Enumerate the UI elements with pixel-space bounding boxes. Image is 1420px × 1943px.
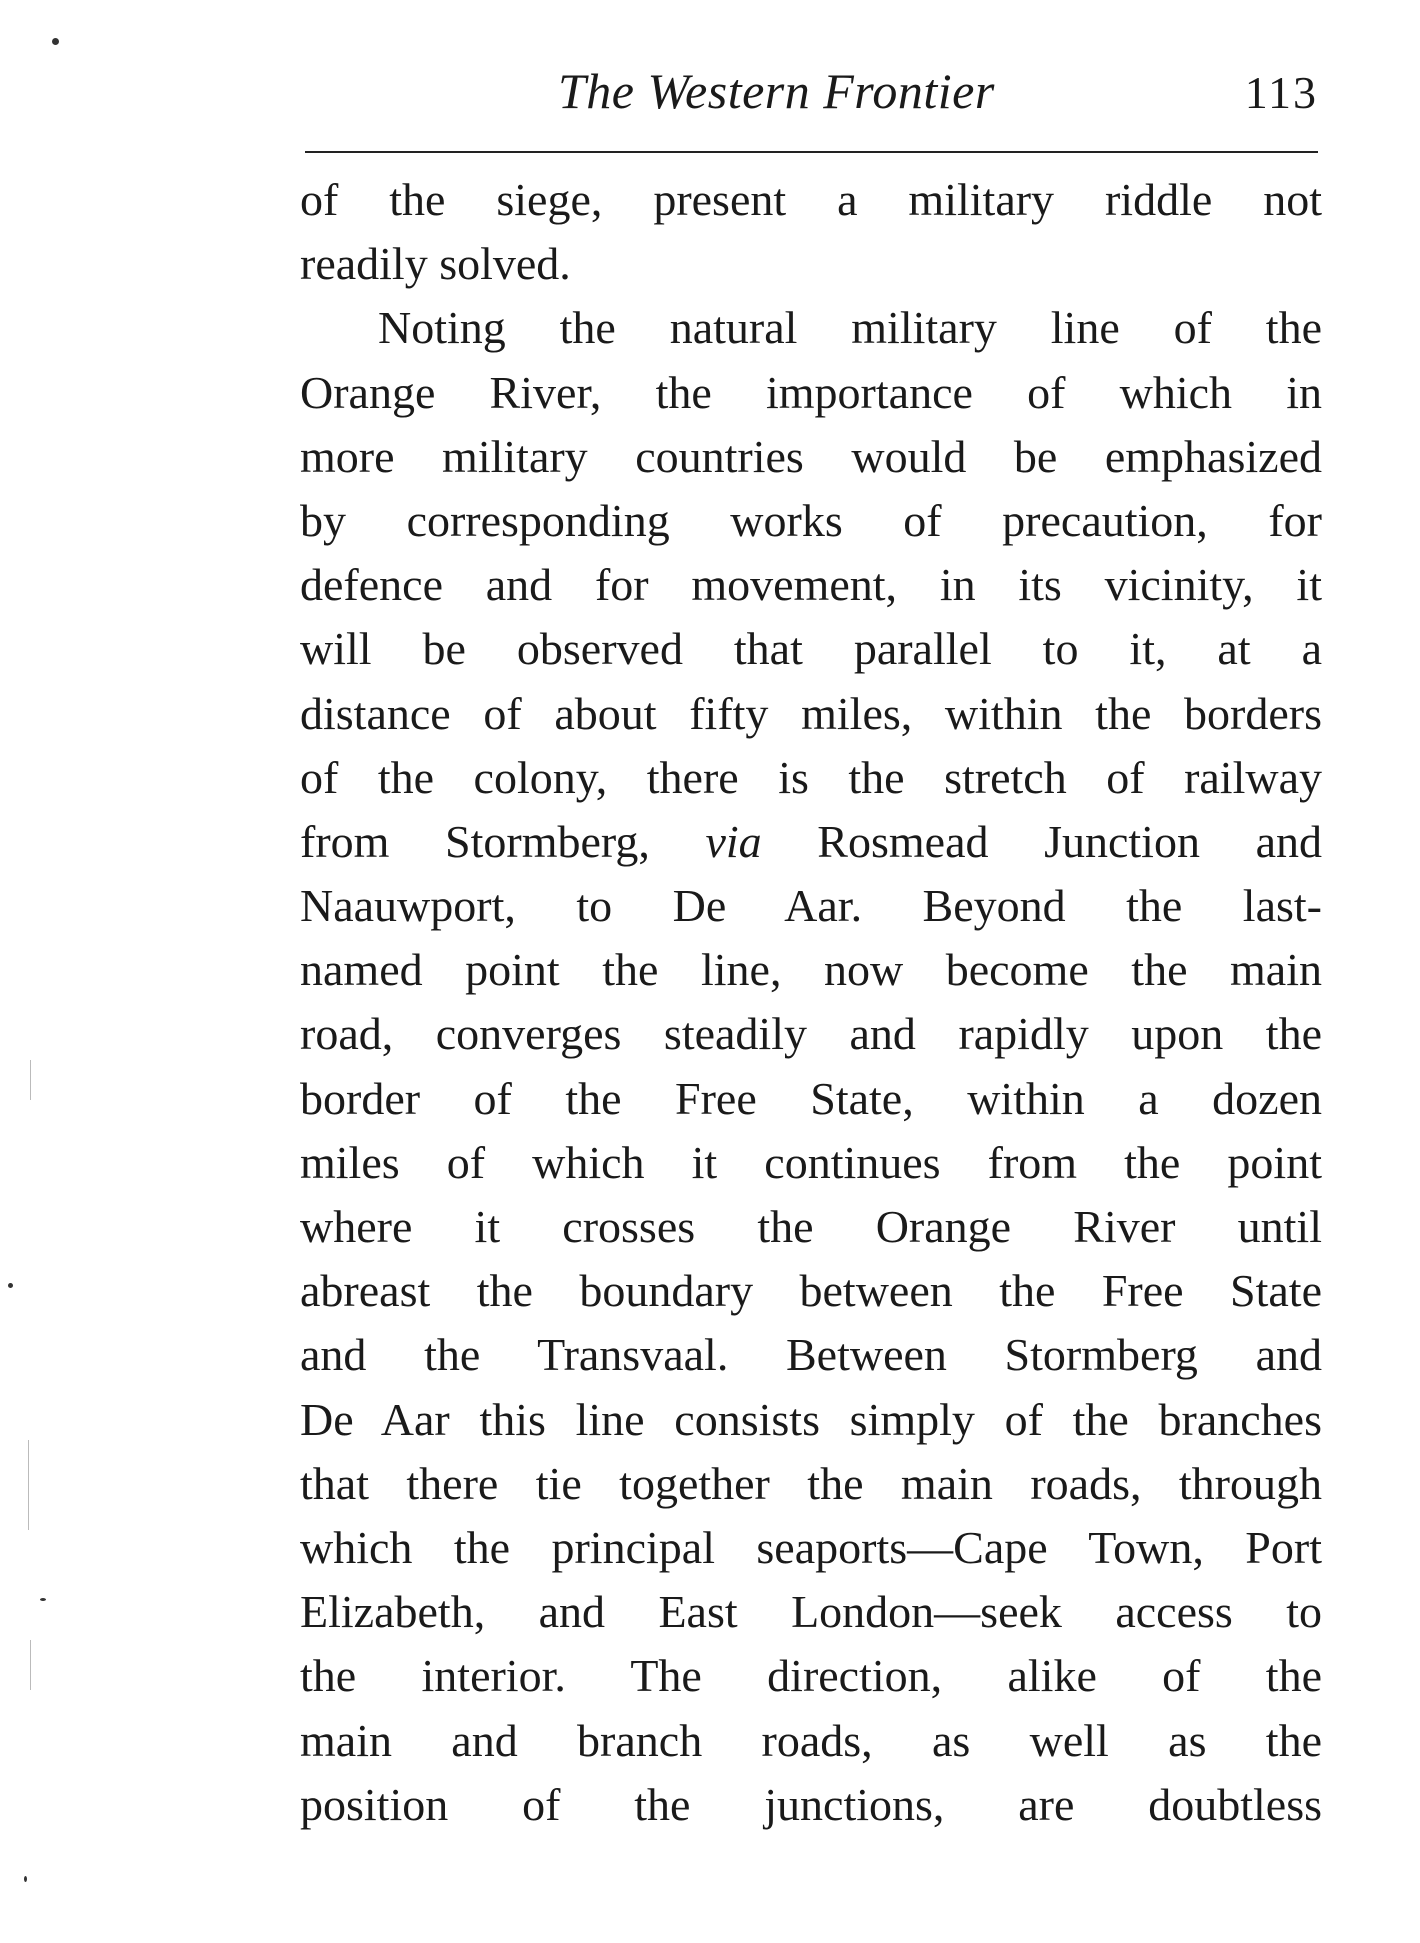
text-line: named point the line, now become the main bbox=[300, 944, 1322, 996]
text-line: more military countries would be emphasized bbox=[300, 430, 1322, 482]
page-header bbox=[298, 60, 1318, 132]
text-line: readily solved. bbox=[300, 238, 571, 290]
text-line: that there tie together the main roads, through bbox=[300, 1457, 1322, 1509]
header-rule bbox=[305, 151, 1318, 153]
text-line: position of the junctions, are doubtless bbox=[300, 1778, 1322, 1830]
text-fragment: Rosmead Junction and bbox=[761, 815, 1322, 867]
running-title: The Western Frontier bbox=[558, 63, 995, 119]
text-line: De Aar this line consists simply of the branches bbox=[300, 1393, 1322, 1445]
scan-speck bbox=[40, 1598, 46, 1601]
text-line: road, converges steadily and rapidly upon the bbox=[300, 1008, 1322, 1060]
text-line: Orange River, the importance of which in bbox=[300, 366, 1322, 418]
text-line: abreast the boundary between the Free State bbox=[300, 1265, 1322, 1317]
text-line: defence and for movement, in its vicinity, it bbox=[300, 559, 1322, 611]
scan-edge-mark bbox=[30, 1640, 31, 1690]
text-line: which the principal seaports—Cape Town, Port bbox=[300, 1521, 1322, 1573]
text-line: of the colony, there is the stretch of railway bbox=[300, 751, 1322, 803]
text-line: distance of about fifty miles, within the borders bbox=[300, 687, 1322, 739]
scan-edge-mark bbox=[28, 1440, 29, 1530]
italic-word: via bbox=[705, 815, 762, 867]
text-line: by corresponding works of precaution, for bbox=[300, 494, 1322, 546]
text-line: border of the Free State, within a dozen bbox=[300, 1072, 1322, 1124]
text-line: and the Transvaal. Between Stormberg and bbox=[300, 1329, 1322, 1381]
scan-speck bbox=[8, 1283, 13, 1288]
text-line: Elizabeth, and East London—seek access to bbox=[300, 1586, 1322, 1638]
text-fragment: from Stormberg, bbox=[300, 815, 706, 867]
text-line: of the siege, present a military riddle not bbox=[300, 174, 1322, 225]
scan-speck bbox=[24, 1876, 27, 1882]
paragraph-first-line: Noting the natural military line of the bbox=[378, 302, 1322, 354]
page-number: 113 bbox=[1244, 67, 1318, 118]
text-line: will be observed that parallel to it, at a bbox=[300, 623, 1322, 675]
scan-speck bbox=[52, 38, 59, 45]
text-line: Naauwport, to De Aar. Beyond the last- bbox=[300, 880, 1322, 932]
text-line: where it crosses the Orange River until bbox=[300, 1201, 1322, 1252]
text-line: the interior. The direction, alike of the bbox=[300, 1650, 1322, 1702]
body-text bbox=[300, 168, 1322, 1837]
text-line: main and branch roads, as well as the bbox=[300, 1714, 1322, 1766]
text-line-with-italic bbox=[300, 810, 1322, 874]
text-line: miles of which it continues from the point bbox=[300, 1136, 1322, 1188]
scan-edge-mark bbox=[30, 1060, 31, 1100]
